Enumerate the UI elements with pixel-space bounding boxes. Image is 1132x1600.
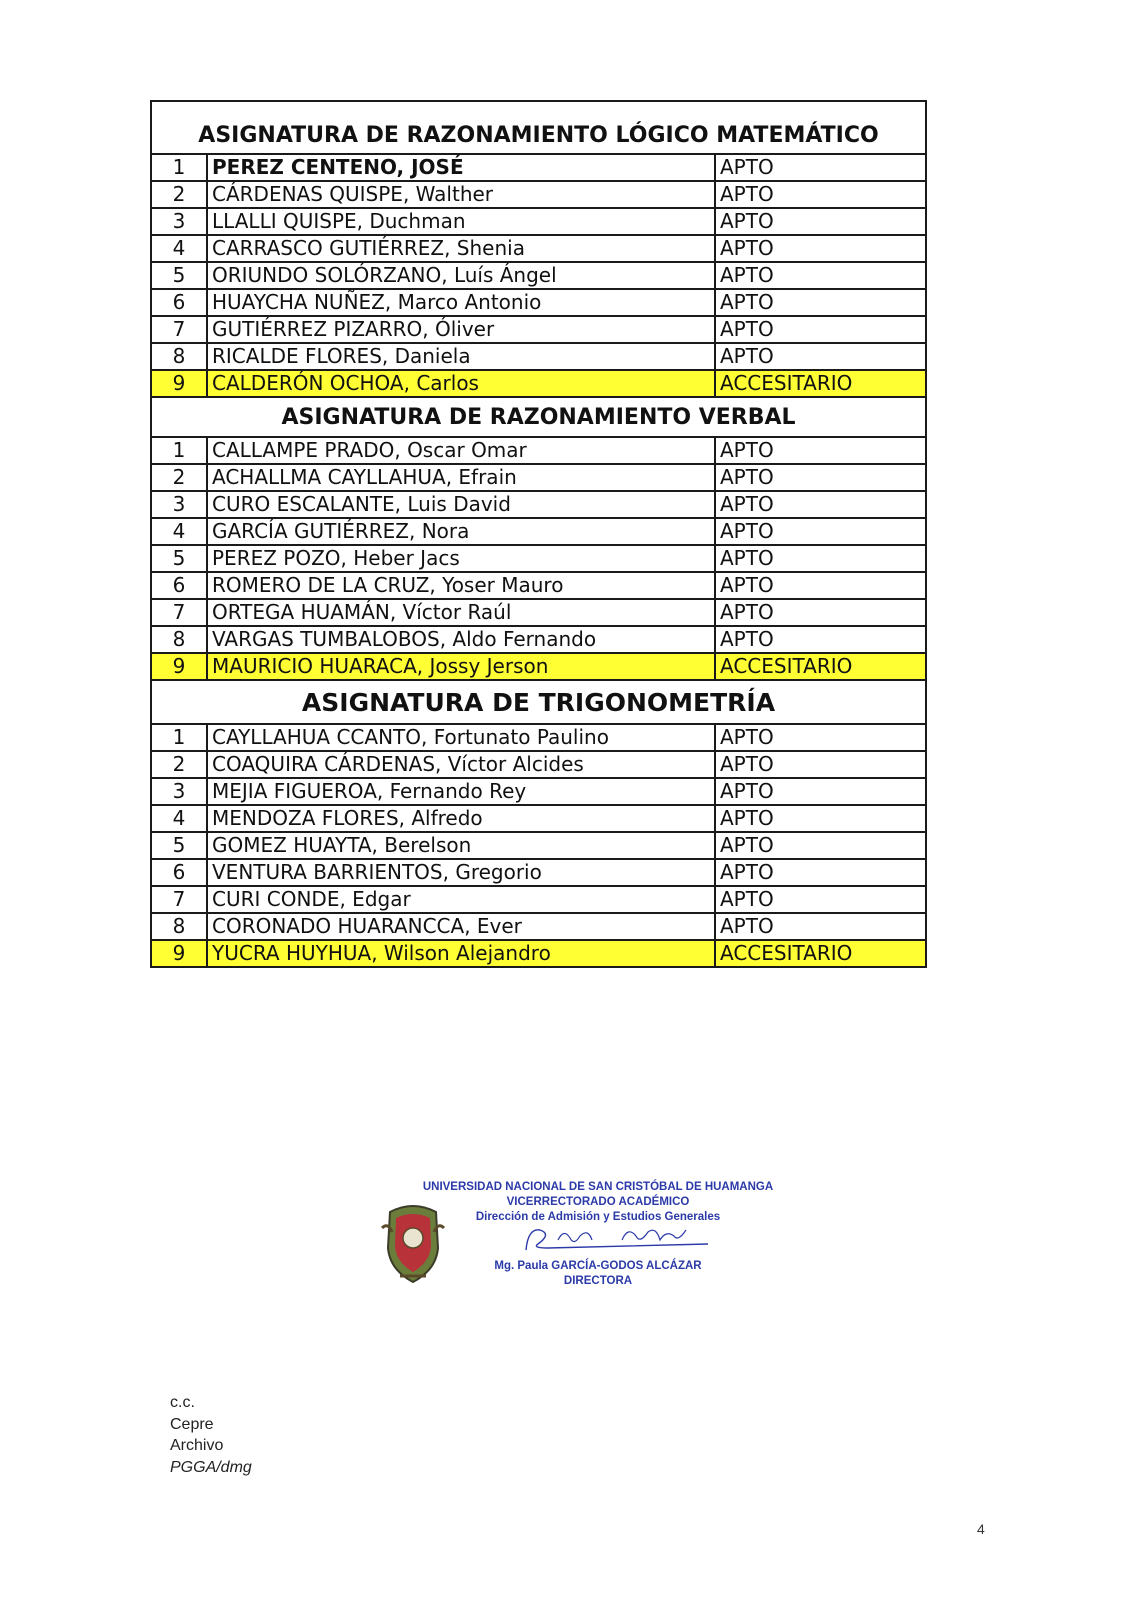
- row-number: 9: [151, 370, 207, 397]
- subject-header-row: [151, 101, 926, 154]
- signer-name: Mg. Paula GARCÍA-GODOS ALCÁZAR: [494, 1260, 702, 1272]
- row-number: 5: [151, 262, 207, 289]
- table-row: [151, 653, 926, 680]
- candidate-status: APTO: [715, 778, 926, 805]
- candidate-name: VENTURA BARRIENTOS, Gregorio: [207, 859, 715, 886]
- table-row: [151, 805, 926, 832]
- candidate-name: LLALLI QUISPE, Duchman: [207, 208, 715, 235]
- candidate-status: APTO: [715, 235, 926, 262]
- subject-title: ASIGNATURA DE RAZONAMIENTO VERBAL: [151, 397, 926, 437]
- candidate-name: GUTIÉRREZ PIZARRO, Óliver: [207, 316, 715, 343]
- candidate-status: ACCESITARIO: [715, 940, 926, 967]
- table-row: [151, 832, 926, 859]
- row-number: 1: [151, 437, 207, 464]
- candidate-status: APTO: [715, 832, 926, 859]
- candidate-name: MAURICIO HUARACA, Jossy Jerson: [207, 653, 715, 680]
- candidate-name: CARRASCO GUTIÉRREZ, Shenia: [207, 235, 715, 262]
- candidate-status: APTO: [715, 913, 926, 940]
- candidate-name: MEJIA FIGUEROA, Fernando Rey: [207, 778, 715, 805]
- row-number: 8: [151, 343, 207, 370]
- row-number: 2: [151, 181, 207, 208]
- row-number: 1: [151, 724, 207, 751]
- candidate-status: APTO: [715, 859, 926, 886]
- table-row: [151, 262, 926, 289]
- office-name: VICERRECTORADO ACADÉMICO: [506, 1196, 690, 1208]
- official-seal: [378, 1180, 778, 1300]
- table-row: [151, 940, 926, 967]
- candidate-status: APTO: [715, 491, 926, 518]
- table-row: [151, 343, 926, 370]
- subject-header-row: [151, 397, 926, 437]
- table-row: [151, 913, 926, 940]
- row-number: 4: [151, 235, 207, 262]
- candidate-name: CÁRDENAS QUISPE, Walther: [207, 181, 715, 208]
- table-row: [151, 464, 926, 491]
- row-number: 4: [151, 518, 207, 545]
- table-row: [151, 437, 926, 464]
- table-row: [151, 235, 926, 262]
- candidate-name: GOMEZ HUAYTA, Berelson: [207, 832, 715, 859]
- department-name: Dirección de Admisión y Estudios Generales: [475, 1211, 721, 1223]
- candidate-name: ACHALLMA CAYLLAHUA, Efrain: [207, 464, 715, 491]
- table-row: [151, 599, 926, 626]
- table-row: [151, 545, 926, 572]
- candidate-status: APTO: [715, 626, 926, 653]
- row-number: 3: [151, 208, 207, 235]
- candidate-status: APTO: [715, 154, 926, 181]
- results-table: [150, 100, 927, 968]
- table-row: [151, 491, 926, 518]
- row-number: 5: [151, 832, 207, 859]
- candidate-name: CALDERÓN OCHOA, Carlos: [207, 370, 715, 397]
- row-number: 7: [151, 599, 207, 626]
- candidate-status: APTO: [715, 886, 926, 913]
- candidate-status: APTO: [715, 751, 926, 778]
- table-row: [151, 154, 926, 181]
- table-row: [151, 572, 926, 599]
- row-number: 9: [151, 653, 207, 680]
- table-row: [151, 886, 926, 913]
- table-row: [151, 751, 926, 778]
- row-number: 6: [151, 289, 207, 316]
- candidate-name: CURO ESCALANTE, Luis David: [207, 491, 715, 518]
- row-number: 6: [151, 859, 207, 886]
- row-number: 3: [151, 491, 207, 518]
- row-number: 8: [151, 626, 207, 653]
- candidate-status: ACCESITARIO: [715, 370, 926, 397]
- subject-title: ASIGNATURA DE RAZONAMIENTO LÓGICO MATEMÁTICO: [151, 101, 926, 154]
- row-number: 7: [151, 886, 207, 913]
- candidate-status: APTO: [715, 343, 926, 370]
- cc-item: Archivo: [170, 1437, 224, 1454]
- table-row: [151, 626, 926, 653]
- subject-title: ASIGNATURA DE TRIGONOMETRÍA: [151, 680, 926, 724]
- candidate-name: CORONADO HUARANCCA, Ever: [207, 913, 715, 940]
- row-number: 2: [151, 464, 207, 491]
- candidate-status: APTO: [715, 572, 926, 599]
- table-row: [151, 859, 926, 886]
- row-number: 3: [151, 778, 207, 805]
- candidate-status: APTO: [715, 545, 926, 572]
- row-number: 2: [151, 751, 207, 778]
- candidate-name: RICALDE FLORES, Daniela: [207, 343, 715, 370]
- candidate-name: COAQUIRA CÁRDENAS, Víctor Alcides: [207, 751, 715, 778]
- candidate-name: VARGAS TUMBALOBOS, Aldo Fernando: [207, 626, 715, 653]
- table-row: [151, 778, 926, 805]
- candidate-status: APTO: [715, 464, 926, 491]
- cc-reference: PGGA/dmg: [170, 1458, 252, 1476]
- candidate-status: APTO: [715, 724, 926, 751]
- cc-label: c.c.: [170, 1394, 195, 1411]
- results-body: [151, 101, 926, 967]
- candidate-status: APTO: [715, 805, 926, 832]
- candidate-name: GARCÍA GUTIÉRREZ, Nora: [207, 518, 715, 545]
- row-number: 1: [151, 154, 207, 181]
- signer-role: DIRECTORA: [563, 1275, 633, 1287]
- row-number: 7: [151, 316, 207, 343]
- candidate-status: APTO: [715, 316, 926, 343]
- candidate-status: APTO: [715, 208, 926, 235]
- handwritten-signature: [518, 1222, 718, 1256]
- candidate-status: ACCESITARIO: [715, 653, 926, 680]
- row-number: 5: [151, 545, 207, 572]
- candidate-status: APTO: [715, 289, 926, 316]
- candidate-name: PEREZ POZO, Heber Jacs: [207, 545, 715, 572]
- table-row: [151, 724, 926, 751]
- candidate-status: APTO: [715, 437, 926, 464]
- candidate-name: ORTEGA HUAMÁN, Víctor Raúl: [207, 599, 715, 626]
- candidate-name: CAYLLAHUA CCANTO, Fortunato Paulino: [207, 724, 715, 751]
- row-number: 9: [151, 940, 207, 967]
- candidate-status: APTO: [715, 599, 926, 626]
- candidate-name: YUCRA HUYHUA, Wilson Alejandro: [207, 940, 715, 967]
- candidate-name: MENDOZA FLORES, Alfredo: [207, 805, 715, 832]
- table-row: [151, 289, 926, 316]
- row-number: 6: [151, 572, 207, 599]
- candidate-name: PEREZ CENTENO, JOSÉ: [207, 154, 715, 181]
- candidate-status: APTO: [715, 181, 926, 208]
- candidate-status: APTO: [715, 262, 926, 289]
- row-number: 8: [151, 913, 207, 940]
- page-number: 4: [977, 1521, 985, 1537]
- cc-block: [170, 1392, 252, 1478]
- candidate-name: CURI CONDE, Edgar: [207, 886, 715, 913]
- candidate-name: ORIUNDO SOLÓRZANO, Luís Ángel: [207, 262, 715, 289]
- cc-item: Cepre: [170, 1415, 214, 1433]
- table-row: [151, 370, 926, 397]
- subject-header-row: [151, 680, 926, 724]
- candidate-name: HUAYCHA NUÑEZ, Marco Antonio: [207, 289, 715, 316]
- table-row: [151, 316, 926, 343]
- row-number: 4: [151, 805, 207, 832]
- candidate-name: CALLAMPE PRADO, Oscar Omar: [207, 437, 715, 464]
- university-name: UNIVERSIDAD NACIONAL DE SAN CRISTÓBAL DE HUAMANGA: [422, 1181, 774, 1193]
- table-row: [151, 518, 926, 545]
- candidate-status: APTO: [715, 518, 926, 545]
- table-row: [151, 181, 926, 208]
- candidate-name: ROMERO DE LA CRUZ, Yoser Mauro: [207, 572, 715, 599]
- table-row: [151, 208, 926, 235]
